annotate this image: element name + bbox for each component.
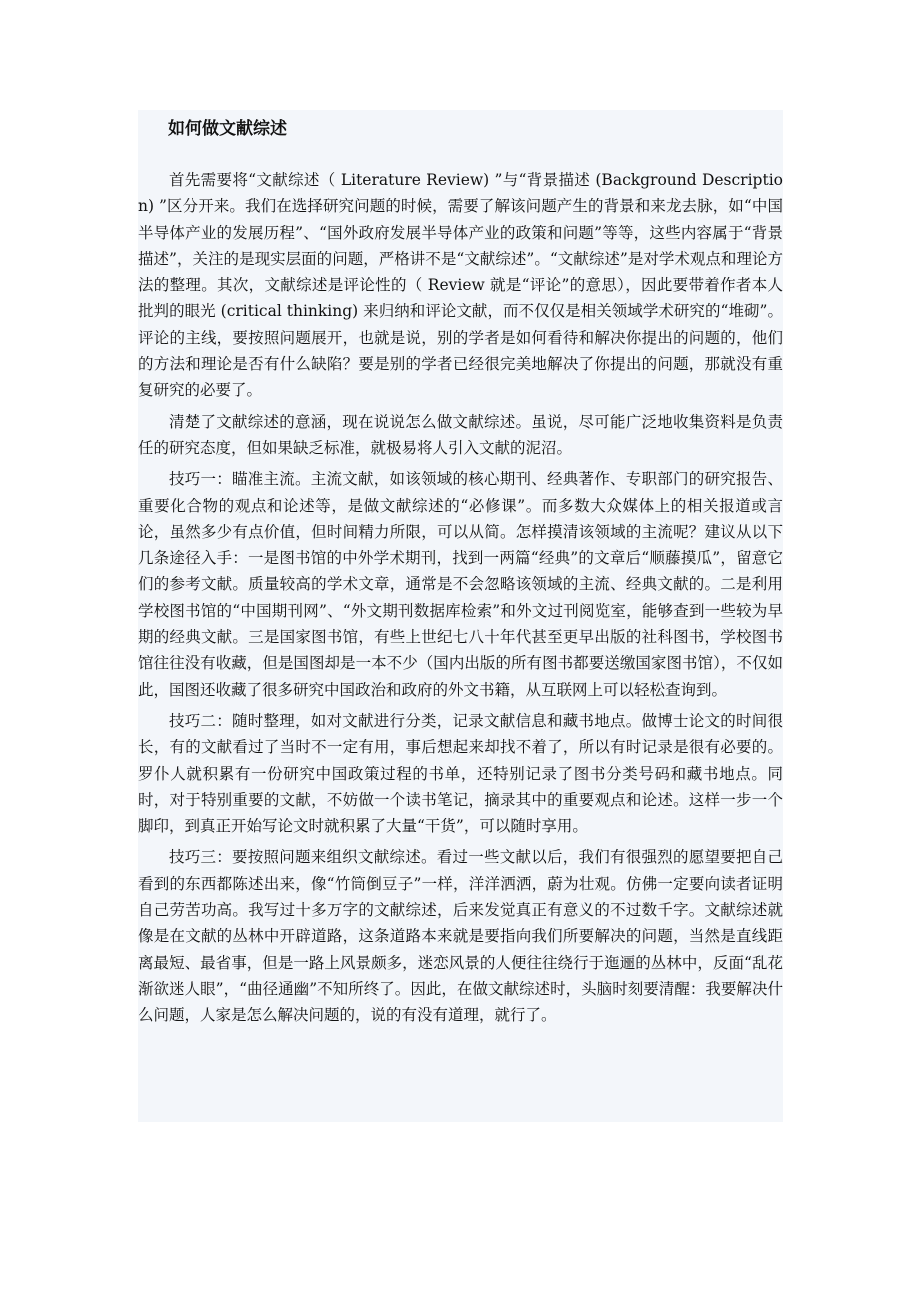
paragraph-tip-one: 技巧一：瞄准主流。主流文献，如该领域的核心期刊、经典著作、专职部门的研究报告、重要化合物的观点和论述等，是做文献综述的“必修课”。而多数大众媒体上的相关报道或言论，虽然多少有点价值，但时间精力所限，可以从简。怎样摸清该领域的主流呢？建议从以下几条途径入手：一是图书馆的中外学术期刊，找到一两篇“经典”的文章后“顺藤摸瓜”，留意它们的参考文献。质量较高的学术文章，通常是不会忽略该领域的主流、经典文献的。二是利用学校图书馆的“中国期刊网”、“外文期刊数据库检索”和外文过刊阅览室，能够查到一些较为早期的经典文献。三是国家图书馆，有些上世纪七八十年代甚至更早出版的社科图书，学校图书馆往往没有收藏，但是国图却是一本不少（国内出版的所有图书都要送缴国家图书馆），不仅如此，国图还收藏了很多研究中国政治和政府的外文书籍，从互联网上可以轻松查询到。 — [138, 470, 783, 699]
article-body — [138, 167, 783, 1034]
paragraph-tip-two: 技巧二：随时整理，如对文献进行分类，记录文献信息和藏书地点。做博士论文的时间很长，有的文献看过了当时不一定有用，事后想起来却找不着了，所以有时记录是很有必要的。罗仆人就积累有一份研究中国政策过程的书单，还特别记录了图书分类号码和藏书地点。同时，对于特别重要的文献，不妨做一个读书笔记，摘录其中的重要观点和论述。这样一步一个脚印，到真正开始写论文时就积累了大量“干货”，可以随时享用。 — [138, 711, 783, 836]
paragraph-overview: 清楚了文献综述的意涵，现在说说怎么做文献综述。虽说，尽可能广泛地收集资料是负责任的研究态度，但如果缺乏标准，就极易将人引入文献的泥沼。 — [138, 412, 783, 457]
paragraph-intro: 首先需要将“文献综述（ Literature Review) ”与“背景描述 (Background Description) ”区分开来。我们在选择研究问题的时候，需要了解该问题产生的背景和来龙去脉，如“中国半导体产业的发展历程”、“国外政府发展半导体产业的政策和问题”等等，这些内容属于“背景描述”，关注的是现实层面的问题，严格讲不是“文献综述”。“文献综述”是对学术观点和理论方法的整理。其次，文献综述是评论性的（ Review 就是“评论”的意思），因此要带着作者本人批判的眼光 (critical thinking) 来归纳和评论文献，而不仅仅是相关领域学术研究的“堆砌”。评论的主线，要按照问题展开，也就是说，别的学者是如何看待和解决你提出的问题的，他们的方法和理论是否有什么缺陷？要是别的学者已经很完美地解决了你提出的问题，那就没有重复研究的必要了。 — [138, 171, 783, 400]
paragraph-tip-three: 技巧三：要按照问题来组织文献综述。看过一些文献以后，我们有很强烈的愿望要把自己看到的东西都陈述出来，像“竹筒倒豆子”一样，洋洋洒洒，蔚为壮观。仿佛一定要向读者证明自己劳苦功高。我写过十多万字的文献综述，后来发觉真正有意义的不过数千字。文献综述就像是在文献的丛林中开辟道路，这条道路本来就是要指向我们所要解决的问题，当然是直线距离最短、最省事，但是一路上风景颇多，迷恋风景的人便往往绕行于迤逦的丛林中，反面“乱花渐欲迷人眼”，“曲径通幽”不知所终了。因此，在做文献综述时，头脑时刻要清醒：我要解决什么问题，人家是怎么解决问题的，说的有没有道理，就行了。 — [138, 848, 783, 1025]
page-title: 如何做文献综述 — [168, 119, 287, 139]
